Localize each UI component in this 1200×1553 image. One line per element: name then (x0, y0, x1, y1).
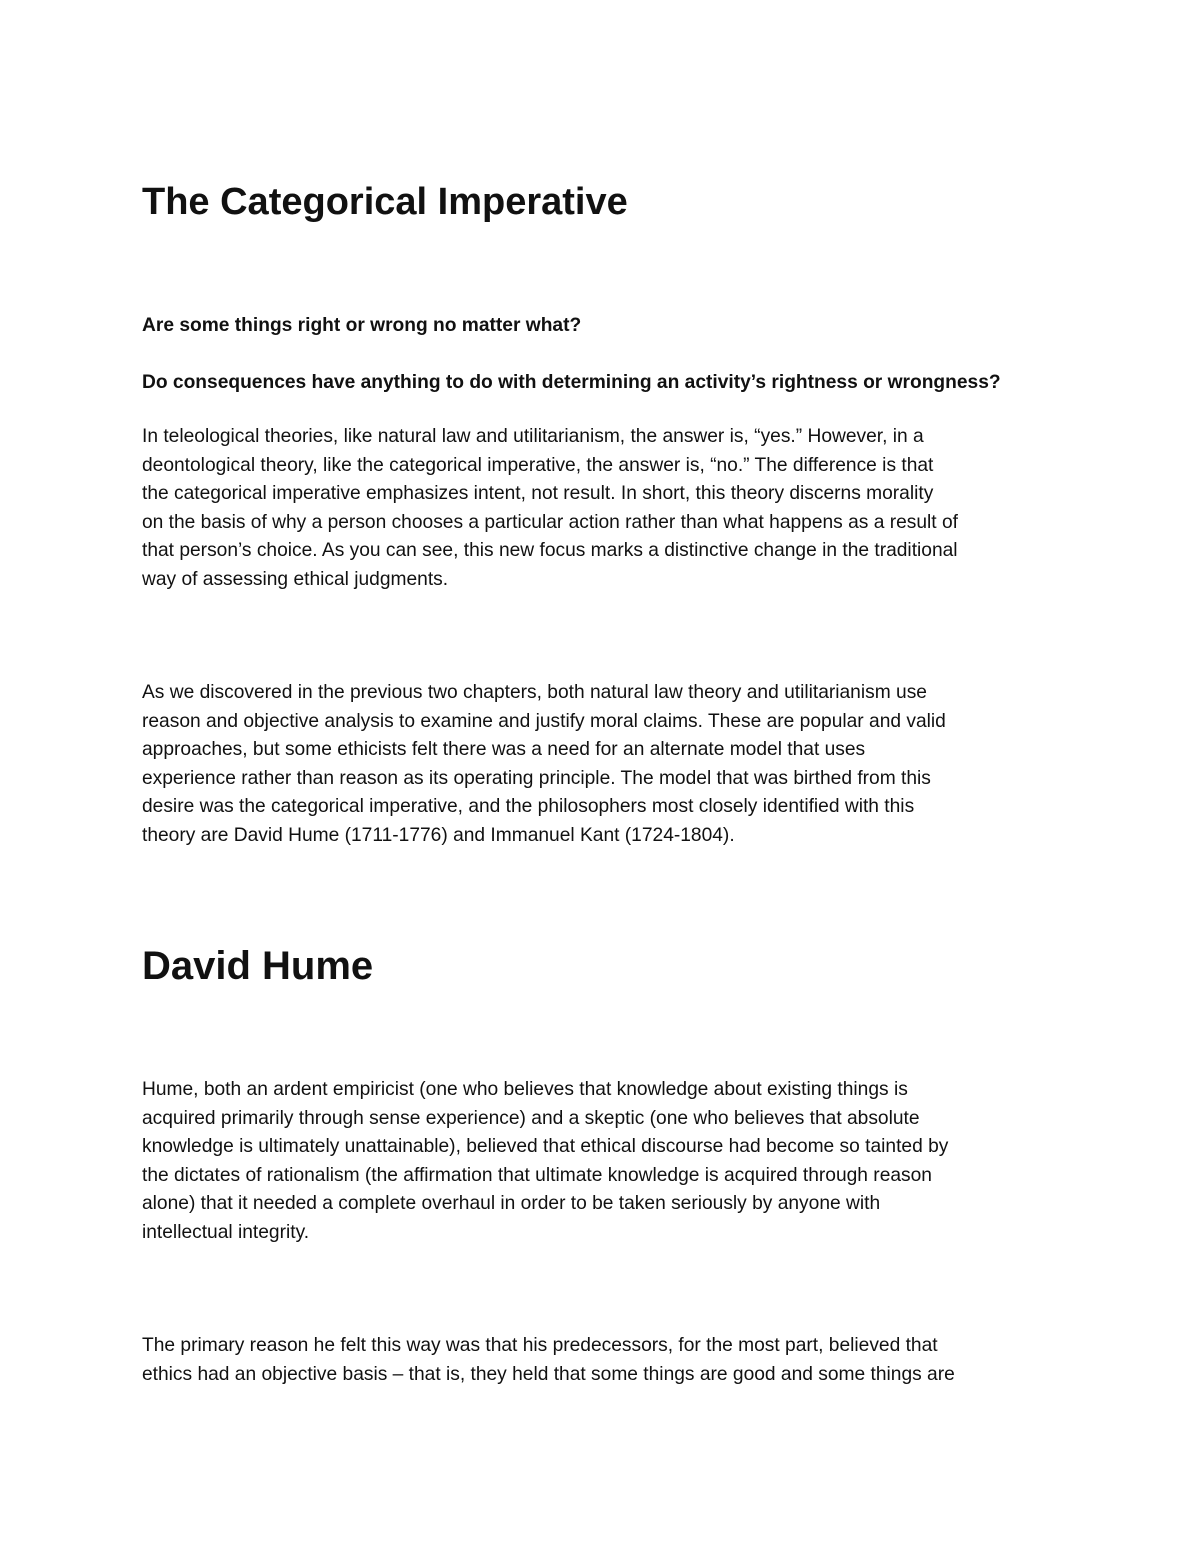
paragraph-line: experience rather than reason as its operating principle. The model that was birthed from this (142, 767, 931, 789)
paragraph-line: Hume, both an ardent empiricist (one who believes that knowledge about existing things is (142, 1079, 908, 1100)
paragraph-line: theory are David Hume (1711-1776) and Immanuel Kant (1724-1804). (142, 824, 735, 846)
paragraph-line: desire was the categorical imperative, and the philosophers most closely identified with this (142, 796, 915, 817)
paragraph-previous-chapters (142, 679, 1067, 850)
paragraph-line: the dictates of rationalism (the affirmation that ultimate knowledge is acquired through reason (142, 1164, 932, 1186)
paragraph-line: In teleological theories, like natural law and utilitarianism, the answer is, “yes.” However, in a (142, 426, 924, 447)
paragraph-intro (142, 423, 1067, 594)
paragraph-line: approaches, but some ethicists felt there was a need for an alternate model that uses (142, 739, 866, 760)
section-heading-david-hume: David Hume (142, 944, 374, 988)
paragraph-line: knowledge is ultimately unattainable), believed that ethical discourse had become so tainted by (142, 1136, 949, 1157)
paragraph-line: on the basis of why a person chooses a particular action rather than what happens as a result of (142, 511, 958, 533)
page-title: The Categorical Imperative (142, 181, 628, 223)
question-2: Do consequences have anything to do with determining an activity’s rightness or wrongness? (142, 372, 1001, 393)
paragraph-line: As we discovered in the previous two chapters, both natural law theory and utilitarianism use (142, 682, 927, 703)
paragraph-line: that person’s choice. As you can see, this new focus marks a distinctive change in the traditional (142, 540, 958, 561)
paragraph-line: ethics had an objective basis – that is, they held that some things are good and some things are (142, 1363, 955, 1385)
paragraph-hume-reason (142, 1332, 1067, 1389)
paragraph-line: the categorical imperative emphasizes intent, not result. In short, this theory discerns morality (142, 483, 934, 504)
paragraph-line: The primary reason he felt this way was that his predecessors, for the most part, believed that (142, 1335, 938, 1356)
paragraph-line: alone) that it needed a complete overhaul in order to be taken seriously by anyone with (142, 1193, 881, 1214)
paragraph-line: deontological theory, like the categorical imperative, the answer is, “no.” The difference is that (142, 454, 934, 476)
paragraph-line: reason and objective analysis to examine and justify moral claims. These are popular and valid (142, 710, 946, 732)
paragraph-line: acquired primarily through sense experience) and a skeptic (one who believes that absolute (142, 1107, 920, 1129)
paragraph-line: way of assessing ethical judgments. (142, 568, 449, 590)
question-1: Are some things right or wrong no matter what? (142, 315, 582, 336)
paragraph-hume-empiricist (142, 1076, 1067, 1247)
paragraph-line: intellectual integrity. (142, 1221, 310, 1243)
